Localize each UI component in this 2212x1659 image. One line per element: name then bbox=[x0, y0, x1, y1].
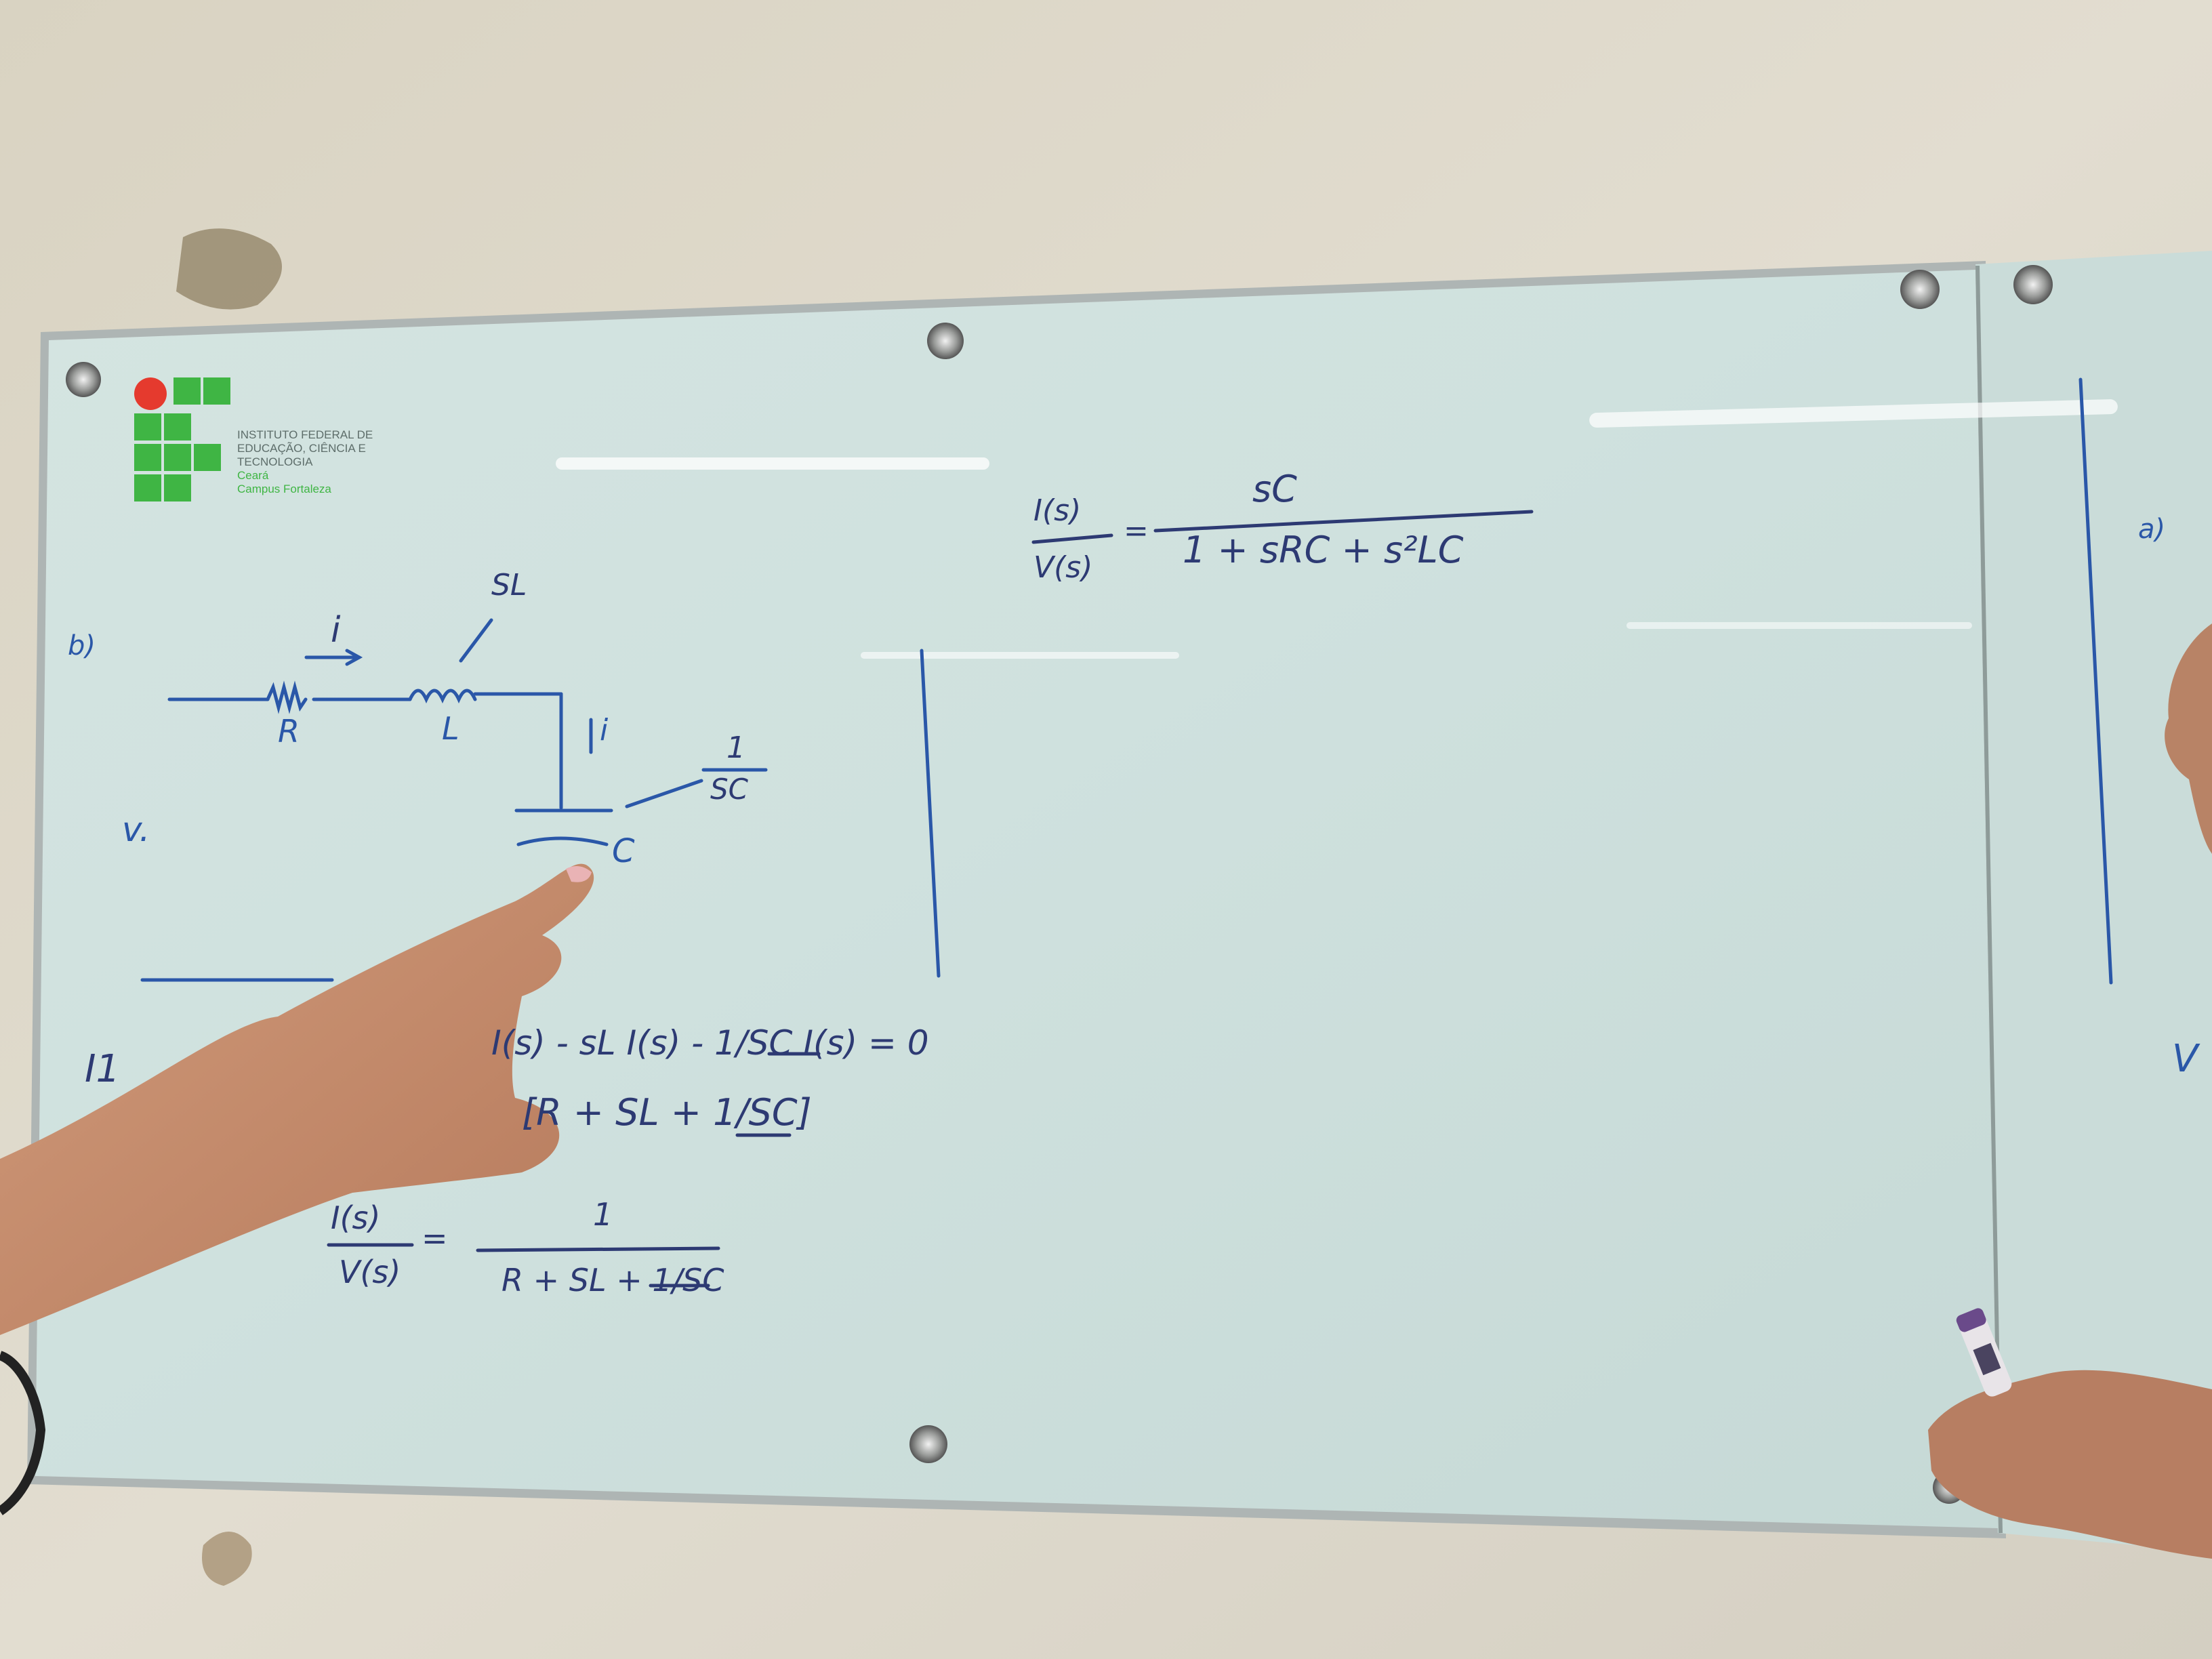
mount-bolt bbox=[2013, 265, 2053, 304]
mount-bolt bbox=[927, 323, 964, 359]
left-fragment: I1 bbox=[85, 1047, 121, 1091]
cap-current-label: i bbox=[600, 713, 609, 747]
right-fragment: V bbox=[2172, 1037, 2198, 1081]
inductor-label: L bbox=[442, 710, 459, 747]
logo-line: Campus Fortaleza bbox=[237, 483, 331, 495]
eq-top-lhs-num: I(s) bbox=[1033, 493, 1082, 528]
source-label: v. bbox=[122, 810, 150, 849]
eq-kvl: I(s) - sL I(s) - 1/SC I(s) = 0 bbox=[491, 1023, 929, 1063]
light-glare bbox=[556, 457, 989, 470]
equals-sign: = bbox=[422, 1220, 448, 1256]
light-glare bbox=[1626, 622, 1972, 629]
mount-bolt bbox=[66, 362, 101, 397]
cap-impedance-num: 1 bbox=[726, 731, 745, 765]
mount-bolt bbox=[909, 1425, 947, 1463]
eq-top-num: sC bbox=[1252, 468, 1297, 510]
mount-bolt bbox=[1900, 270, 1940, 309]
capacitor-label: C bbox=[612, 832, 635, 870]
cap-impedance-den: SC bbox=[710, 773, 748, 806]
whiteboard-right bbox=[1975, 251, 2212, 1552]
eq-top-den: 1 + sRC + s²LC bbox=[1183, 529, 1464, 571]
eq-result-lhs-num: I(s) bbox=[331, 1200, 381, 1236]
resistor-label: R bbox=[278, 713, 300, 750]
logo-line: INSTITUTO FEDERAL DE bbox=[237, 428, 373, 441]
light-glare bbox=[861, 652, 1179, 659]
logo-caption bbox=[237, 428, 413, 496]
eq-result-num: 1 bbox=[593, 1196, 613, 1233]
right-part-label: a) bbox=[2138, 514, 2166, 545]
logo-line: EDUCAÇÃO, CIÊNCIA E bbox=[237, 442, 366, 455]
inductor-impedance-label: SL bbox=[491, 568, 527, 602]
current-label: i bbox=[331, 610, 341, 651]
logo-line: TECNOLOGIA bbox=[237, 455, 313, 468]
eq-top-lhs-den: V(s) bbox=[1033, 550, 1093, 585]
logo-line: Ceará bbox=[237, 469, 269, 482]
equals-sign: = bbox=[1124, 514, 1149, 548]
eq-result-lhs-den: V(s) bbox=[339, 1254, 401, 1290]
eq-factored: [R + SL + 1/SC] bbox=[522, 1091, 812, 1134]
part-label: b) bbox=[68, 630, 96, 661]
eq-result-den: R + SL + 1/SC bbox=[501, 1262, 724, 1298]
